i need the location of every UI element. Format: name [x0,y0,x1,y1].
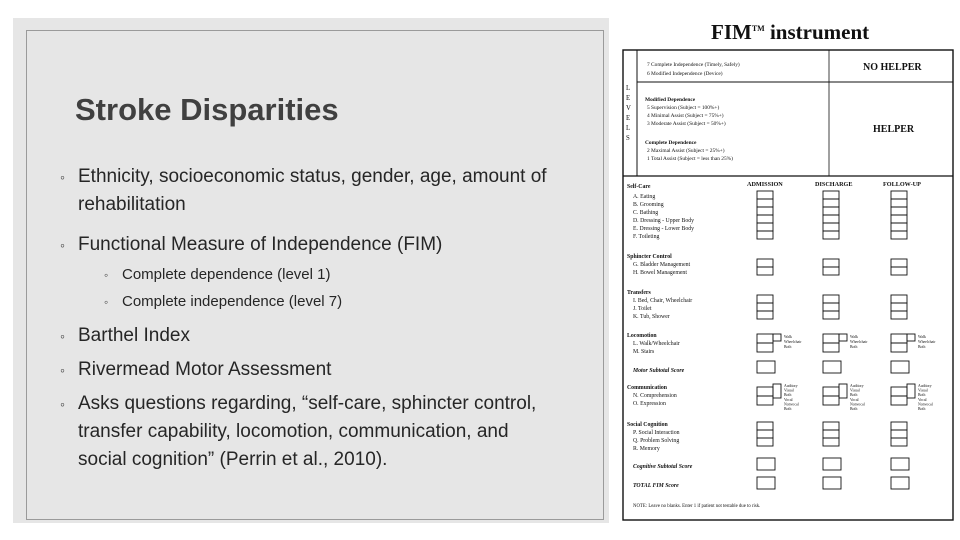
transfer-score-box [823,311,839,319]
self-care-score-box [891,215,907,223]
communication-option-label: Visual [784,388,794,393]
social-score-box [823,438,839,446]
fim-title-suffix: instrument [764,20,870,44]
levels-label-v: V [626,105,631,112]
item-bathing: C. Bathing [633,210,659,216]
self-care-score-box [823,223,839,231]
section-social: Social Cognition [627,422,668,428]
communication-option-box [907,384,915,398]
communication-option-label: Auditory [918,384,932,388]
fim-trademark: TM [751,24,765,33]
locomotion-score-box [757,343,773,352]
self-care-score-box [823,199,839,207]
item-bed-chair: I. Bed, Chair, Wheelchair [633,298,693,304]
sphincter-score-box [891,267,907,275]
transfer-score-box [823,295,839,303]
motor-subtotal: Motor Subtotal Score [633,368,685,374]
section-self-care: Self-Care [627,184,651,190]
transfer-score-box [891,311,907,319]
form-note: NOTE: Leave no blanks. Enter 1 if patient not testable due to risk. [633,504,761,509]
communication-option-label: Auditory [784,384,798,388]
sphincter-score-box [757,267,773,275]
locomotion-option-label: Wheelchair [850,340,868,344]
communication-option-label: Visual [918,388,928,393]
locomotion-option-box [907,334,915,341]
self-care-score-box [757,215,773,223]
communication-score-box [757,396,773,405]
total-score-box [757,477,775,489]
social-score-box [891,422,907,430]
communication-option-label: Both [918,407,926,411]
levels-label-e1: E [626,95,631,102]
levels-text-group [645,61,740,162]
complete-dependence: Complete Dependence [645,140,697,146]
social-score-box [891,430,907,438]
self-care-score-box [757,231,773,239]
social-score-box [891,438,907,446]
communication-option-label: Visual [850,388,860,393]
bullet-marker: ◦ [60,169,65,185]
communication-option-label: Both [784,407,792,411]
locomotion-option-box [773,334,781,341]
section-sphincter: Sphincter Control [627,254,672,260]
self-care-score-box [823,191,839,199]
levels-label-l2: L [626,125,631,132]
locomotion-score-box [891,343,907,352]
level-4: 4 Minimal Assist (Subject = 75%+) [647,113,724,119]
total-score: TOTAL FIM Score [633,483,679,489]
cognitive-subtotal: Cognitive Subtotal Score [633,464,693,470]
locomotion-score-box [823,334,839,343]
bullet-item [60,356,550,384]
self-care-score-box [757,223,773,231]
item-bowel: H. Bowel Management [633,270,687,276]
locomotion-score-box [823,343,839,352]
modified-dependence: Modified Dependence [645,97,696,103]
communication-score-box [757,387,773,396]
bullet-text: Ethnicity, socioeconomic status, gender, age, amount of rehabilitation [78,166,547,215]
communication-option-label: Both [784,393,792,398]
locomotion-option-label: Walk [784,335,792,339]
communication-score-box [891,387,907,396]
bullet-marker: ◦ [60,362,65,378]
self-care-score-box [891,231,907,239]
item-grooming: B. Grooming [633,202,664,208]
item-labels [627,184,760,509]
fim-form-sheet [619,18,955,523]
communication-option-label: Vocal [850,397,859,402]
self-care-score-box [757,199,773,207]
cognitive-subtotal-box [823,458,841,470]
item-comprehension: N. Comprehension [633,393,677,399]
bullet-marker: ◦ [60,328,65,344]
locomotion-score-box [757,334,773,343]
motor-subtotal-box [823,361,841,373]
self-care-score-box [891,191,907,199]
locomotion-option-box [839,334,847,341]
bullet-marker: ◦ [104,268,109,282]
item-toileting: F. Toileting [633,234,660,240]
levels-label-e2: E [626,115,631,122]
motor-subtotal-box [757,361,775,373]
sub-bullet-text: Complete dependence (level 1) [122,266,331,283]
self-care-score-box [891,199,907,207]
locomotion-option-label: Both [784,345,792,349]
self-care-score-box [823,215,839,223]
cognitive-subtotal-box [757,458,775,470]
score-boxes [757,191,915,489]
levels-label-l1: L [626,85,631,92]
communication-option-box [839,384,847,398]
col-admission: ADMISSION [747,181,783,188]
communication-option-label: Vocal [784,397,793,402]
transfer-score-box [757,311,773,319]
communication-score-box [891,396,907,405]
level-2: 2 Maximal Assist (Subject = 25%+) [647,148,725,154]
locomotion-option-label: Wheelchair [918,340,936,344]
communication-score-box [823,387,839,396]
bullet-marker: ◦ [104,295,109,309]
bullet-marker: ◦ [60,396,65,412]
bullet-text: Rivermead Motor Assessment [78,359,332,380]
self-care-score-box [891,223,907,231]
sphincter-score-box [891,259,907,267]
communication-option-label: Nonvocal [784,402,799,407]
section-locomotion: Locomotion [627,333,657,339]
communication-option-label: Both [850,407,858,411]
motor-subtotal-box [891,361,909,373]
locomotion-option-label: Wheelchair [784,340,802,344]
col-discharge: DISCHARGE [815,181,853,188]
communication-score-box [823,396,839,405]
cognitive-subtotal-box [891,458,909,470]
level-3: 3 Moderate Assist (Subject = 50%+) [647,121,726,127]
item-social-interaction: P. Social Interaction [633,430,680,436]
sphincter-score-box [757,259,773,267]
helper-label: HELPER [873,124,915,135]
levels-label-group [626,85,631,142]
self-care-score-box [891,207,907,215]
level-1: 1 Total Assist (Subject = less than 25%) [647,156,733,162]
col-follow-up: FOLLOW-UP [883,181,921,188]
sphincter-score-box [823,259,839,267]
self-care-score-box [823,207,839,215]
transfer-score-box [757,303,773,311]
communication-option-label: Both [850,393,858,398]
locomotion-option-label: Walk [850,335,858,339]
sub-bullet-item [60,292,550,312]
communication-option-label: Auditory [850,384,864,388]
social-score-box [757,422,773,430]
bullet-text: Asks questions regarding, “self-care, sphincter control, transfer capability, locomotion, communication, and social cognition” (Perrin et al., 2010). [78,393,537,470]
item-problem-solving: Q. Problem Solving [633,438,680,444]
item-bladder: G. Bladder Management [633,262,691,268]
section-transfers: Transfers [627,290,651,296]
sphincter-score-box [823,267,839,275]
social-score-box [757,430,773,438]
fim-title-text: FIM [711,20,752,44]
no-helper-label: NO HELPER [863,62,922,73]
item-tub-shower: K. Tub, Shower [633,314,670,320]
column-headers [747,181,921,188]
self-care-score-box [823,231,839,239]
bullet-list [60,163,550,486]
communication-option-label: Nonvocal [850,402,865,407]
locomotion-option-label: Both [850,345,858,349]
sub-bullet-text: Complete independence (level 7) [122,293,343,310]
option-labels [784,335,936,411]
bullet-item [60,231,550,259]
item-dressing-lower: E. Dressing - Lower Body [633,226,695,232]
social-score-box [757,438,773,446]
item-expression: O. Expression [633,401,666,407]
bullet-text: Barthel Index [78,325,190,346]
sub-bullet-item [60,265,550,285]
total-score-box [823,477,841,489]
social-score-box [823,422,839,430]
item-stairs: M. Stairs [633,349,655,355]
item-memory: R. Memory [633,446,660,452]
transfer-score-box [891,295,907,303]
bullet-text: Functional Measure of Independence (FIM) [78,234,443,255]
section-communication: Communication [627,385,667,391]
bullet-item [60,322,550,350]
level-5: 5 Supervision (Subject = 100%+) [647,105,720,111]
self-care-score-box [757,207,773,215]
social-score-box [823,430,839,438]
communication-option-box [773,384,781,398]
levels-label-s: S [626,135,630,142]
item-walk: L. Walk/Wheelchair [633,341,680,347]
communication-option-label: Both [918,393,926,398]
transfer-score-box [823,303,839,311]
transfer-score-box [757,295,773,303]
item-eating: A. Eating [633,194,656,200]
bullet-item [60,163,550,219]
total-score-box [891,477,909,489]
level-7: 7 Complete Independence (Timely, Safely) [647,62,740,68]
transfer-score-box [891,303,907,311]
item-toilet: J. Toilet [633,306,652,312]
bullet-marker: ◦ [60,237,65,253]
locomotion-option-label: Walk [918,335,926,339]
communication-option-label: Nonvocal [918,402,933,407]
locomotion-score-box [891,334,907,343]
level-6: 6 Modified Independence (Device) [647,71,723,77]
self-care-score-box [757,191,773,199]
bullet-item [60,390,550,474]
fim-form-image [619,18,955,523]
communication-option-label: Vocal [918,397,927,402]
slide-title: Stroke Disparities [75,92,339,127]
item-dressing-upper: D. Dressing - Upper Body [633,218,695,224]
locomotion-option-label: Both [918,345,926,349]
